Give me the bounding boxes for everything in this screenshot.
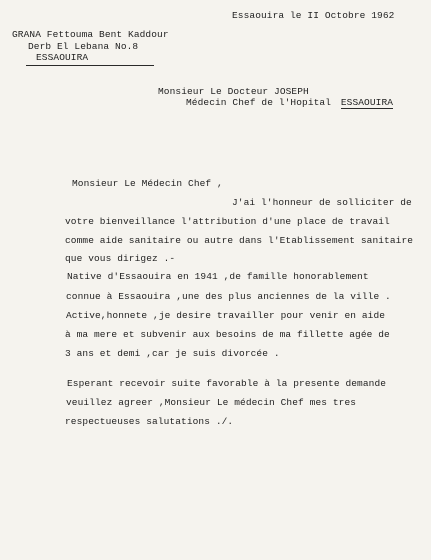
sender-street: Derb El Lebana No.8 — [28, 41, 139, 52]
body-line: connue à Essaouira ,une des plus anciennes de la ville . — [66, 291, 391, 302]
sender-underline — [26, 65, 154, 66]
body-line: à ma mere et subvenir aux besoins de ma fillette agée de — [65, 329, 390, 340]
body-line: votre bienveillance l'attribution d'une place de travail — [65, 216, 390, 227]
body-line: Active,honnete ,je desire travailler pour venir en aide — [66, 310, 386, 321]
recipient-place: ESSAOUIRA — [340, 97, 394, 108]
body-line: Native d'Essaouira en 1941 ,de famille honorablement — [67, 271, 369, 282]
closing-line: Esperant recevoir suite favorable à la presente demande — [67, 378, 387, 389]
closing-line: respectueuses salutations ./. — [65, 416, 234, 427]
recipient-line-2 — [186, 97, 393, 108]
recipient-title: Médecin Chef de l'Hopital — [186, 97, 332, 108]
sender-name: GRANA Fettouma Bent Kaddour — [12, 29, 169, 40]
body-line: que vous dirigez .- — [65, 253, 176, 264]
salutation: Monsieur Le Médecin Chef , — [72, 178, 223, 189]
body-line: comme aide sanitaire ou autre dans l'Etablissement sanitaire — [65, 235, 414, 246]
recipient-line-1: Monsieur Le Docteur JOSEPH — [158, 86, 309, 97]
closing-line: veuillez agreer ,Monsieur Le médecin Chef mes tres — [66, 397, 357, 408]
body-line: J'ai l'honneur de solliciter de — [232, 197, 412, 208]
sender-city: ESSAOUIRA — [36, 52, 89, 63]
date-line: Essaouira le II Octobre 1962 — [232, 10, 395, 21]
body-line: 3 ans et demi ,car je suis divorcée . — [65, 348, 280, 359]
